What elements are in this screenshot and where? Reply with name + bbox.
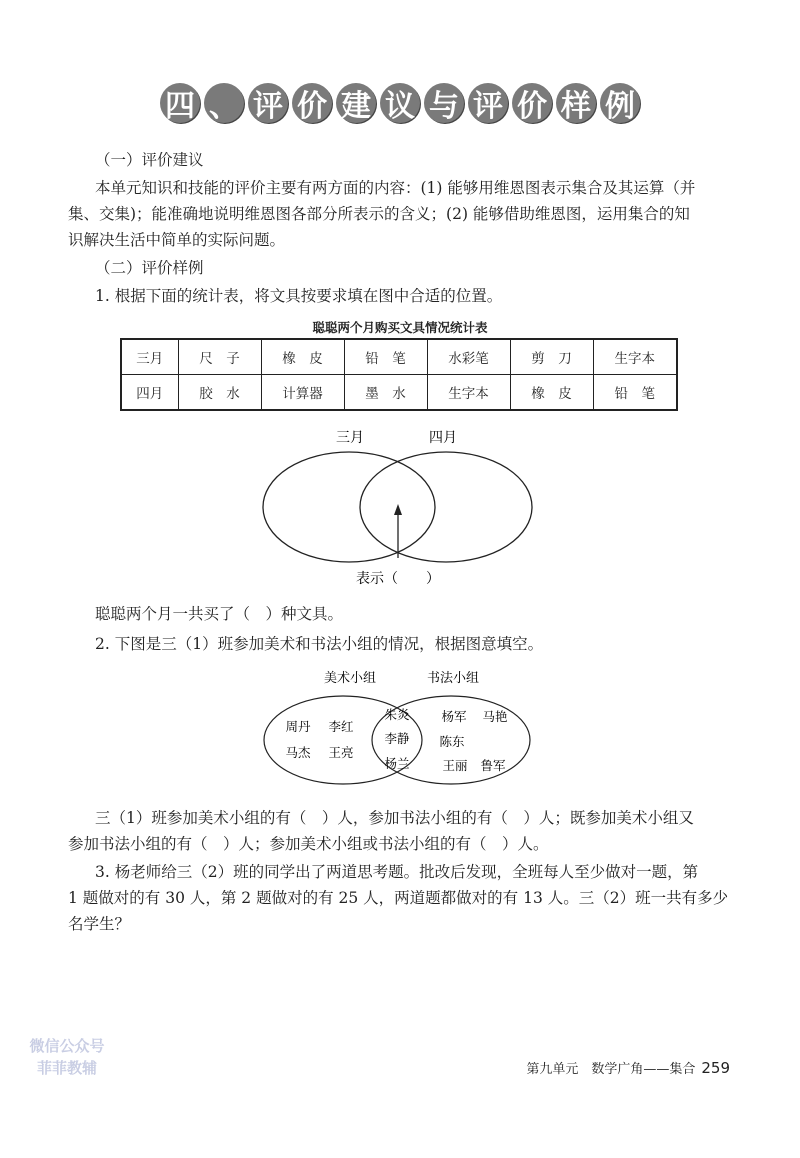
venn1-arrowhead: [394, 504, 402, 515]
venn1-left-circle: [263, 452, 435, 562]
table-cell: 计算器: [261, 375, 344, 411]
title-char: 议: [380, 83, 420, 123]
venn2-name: 周丹: [285, 719, 311, 734]
venn2-name: 马艳: [482, 709, 508, 724]
q2-answer-line: 参加书法小组的有（ ）人；参加美术小组或书法小组的有（ ）人。: [68, 835, 549, 853]
title-char: 与: [424, 83, 464, 123]
venn2-name: 王丽: [442, 758, 468, 773]
watermark-line: 菲菲教辅: [36, 1059, 97, 1077]
table-cell: 铅 笔: [593, 375, 677, 411]
watermark-line: 微信公众号: [29, 1037, 105, 1055]
table-row: [121, 339, 677, 375]
q3-line: 3. 杨老师给三（2）班的同学出了两道思考题。批改后发现，全班每人至少做对一题，第: [95, 863, 699, 881]
table-cell: 橡 皮: [510, 375, 593, 411]
table-row: [121, 375, 677, 411]
q3-line: 1 题做对的有 30 人，第 2 题做对的有 25 人，两道题都做对的有 13 人。三（2）班一共有多少: [68, 889, 729, 907]
section1-line: 集、交集)；能准确地说明维恩图各部分所表示的含义；(2) 能够借助维恩图，运用集合的知: [68, 205, 690, 223]
watermark: [12, 1035, 122, 1115]
venn2-name: 李红: [328, 719, 354, 734]
venn2-name: 李静: [384, 731, 410, 746]
title-char: 建: [336, 83, 376, 123]
title-char: 价: [292, 83, 332, 123]
table-cell: 三月: [121, 339, 178, 375]
q1-answer-line: 聪聪两个月一共买了（ ）种文具。: [95, 605, 344, 623]
table-cell: 四月: [121, 375, 178, 411]
table-title: 聪聪两个月购买文具情况统计表: [312, 320, 488, 335]
venn-diagram-2: [255, 665, 545, 790]
q3-line: 名学生？: [68, 915, 131, 933]
table-cell: 铅 笔: [344, 339, 427, 375]
page-title: [0, 83, 800, 123]
title-char: 样: [556, 83, 596, 123]
q2-prompt: 2. 下图是三（1）班参加美术和书法小组的情况，根据图意填空。: [95, 635, 544, 653]
venn2-name: 鲁军: [480, 758, 506, 773]
venn1-left-label: 三月: [336, 430, 364, 446]
table-cell: 生字本: [593, 339, 677, 375]
venn2-name: 王亮: [328, 745, 354, 760]
venn1-right-circle: [360, 452, 532, 562]
section2-heading: （二）评价样例: [95, 259, 204, 277]
venn2-left-label: 美术小组: [323, 671, 377, 686]
table-cell: 橡 皮: [261, 339, 344, 375]
venn2-name: 马杰: [285, 745, 311, 760]
stationery-table: [120, 338, 678, 411]
venn2-name: 陈东: [439, 734, 465, 749]
section1-line: 本单元知识和技能的评价主要有两方面的内容：(1) 能够用维恩图表示集合及其运算（并: [95, 179, 696, 197]
title-char: 四: [160, 83, 200, 123]
q1-prompt: 1. 根据下面的统计表，将文具按要求填在图中合适的位置。: [95, 287, 503, 305]
table-cell: 剪 刀: [510, 339, 593, 375]
q2-answer-line: 三（1）班参加美术小组的有（ ）人，参加书法小组的有（ ）人；既参加美术小组又: [95, 809, 694, 827]
title-char: 、: [204, 83, 244, 123]
venn1-right-label: 四月: [429, 430, 457, 446]
title-char: 例: [600, 83, 640, 123]
footer-unit: 第九单元 数学广角——集合: [526, 1062, 696, 1077]
section1-line: 识解决生活中简单的实际问题。: [68, 231, 286, 249]
table-cell: 水彩笔: [427, 339, 510, 375]
table-cell: 墨 水: [344, 375, 427, 411]
title-char: 评: [248, 83, 288, 123]
venn-diagram-1: [250, 420, 550, 595]
table-cell: 生字本: [427, 375, 510, 411]
table-cell: 尺 子: [178, 339, 261, 375]
venn1-arrow-label: 表示（ ）: [356, 571, 440, 587]
section1-heading: （一）评价建议: [95, 151, 204, 169]
table-cell: 胶 水: [178, 375, 261, 411]
venn2-right-label: 书法小组: [426, 671, 480, 686]
venn2-name: 杨兰: [384, 756, 410, 771]
venn2-name: 杨军: [441, 709, 467, 724]
page-footer: [526, 1058, 730, 1077]
venn2-name: 朱炎: [384, 707, 410, 722]
page-number: 259: [701, 1059, 730, 1077]
title-char: 价: [512, 83, 552, 123]
title-char: 评: [468, 83, 508, 123]
